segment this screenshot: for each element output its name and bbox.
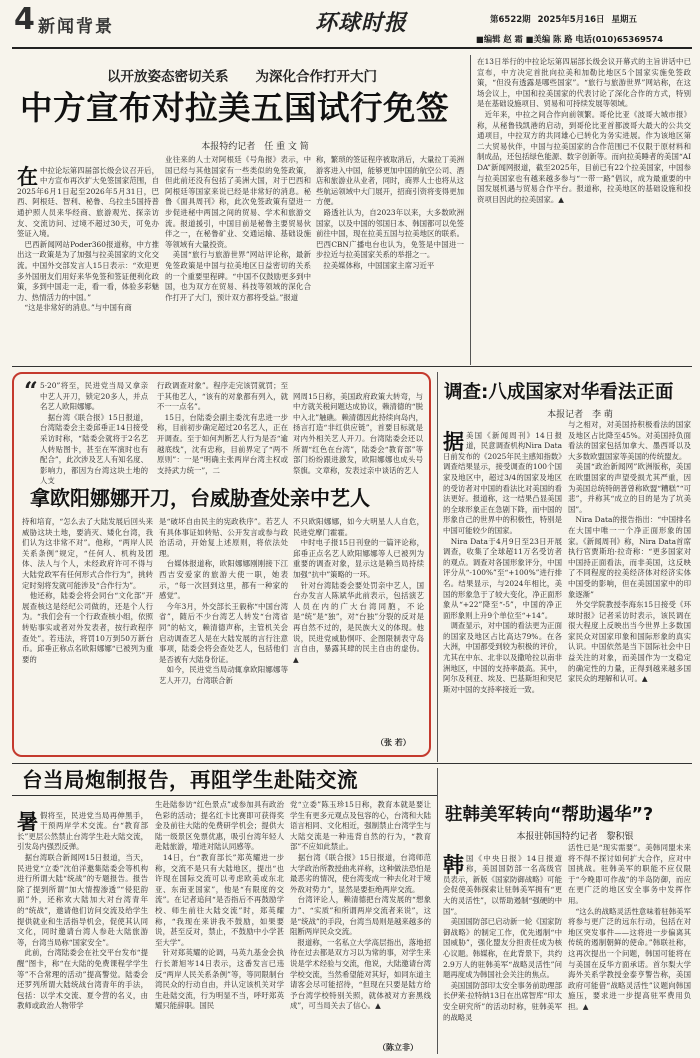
section-name: 新闻背景 <box>38 17 114 37</box>
issue-line <box>490 13 637 25</box>
header-rule <box>12 47 692 49</box>
lead-column-4: 在13日举行的中拉论坛第四届部长级会议开幕式的主旨讲话中已宣布，中方决定首批向拉美和加勒比地区5个国家实施免签政策，“但没有透露是哪些国家”。“旅行与旅游世界”网站称，在这场会议上，中国和拉美国家的代表讨论了深化合作的方式，特别是在基础设施项目、贸易和可持续发展等领域。 近年来，中拉之间合作向前领繁。哥伦比亚《波哥大城市报》称，从秘鲁钱凯港的启动，到哥伦比亚首都波哥大最大的公共交通项目，中拉双方的共同雄心已转化为务实进展。作为该地区第二大贸易伙伴，中国与拉美国家的合作范围已不仅限于原材料和制成品，还包括绿色能源、数字创新等。而向拉美睡者的美国“AI DA”新闻网报道，截至2025年，目前已有22个拉美国家，中国参与拉美国家也有越来越多参与“一带一路”倡议，成为最重要的中国发展机遇与贸易合作平台。报道称，拉美地区的基础设施和投资项目因此的拉美国家。▲ <box>477 57 691 204</box>
box-column-3 <box>293 381 423 479</box>
korea-column-1 <box>443 843 562 1054</box>
lead-column-1 <box>17 155 159 361</box>
lead-drop-cap: 在 <box>17 163 38 189</box>
lead-kicker: 以开放姿态密切关系 为深化合作打开大门 <box>107 69 377 85</box>
survey-column-1 <box>443 420 562 754</box>
taiwan-column-1 <box>17 800 148 1054</box>
issue-number: 第6522期 <box>490 15 531 25</box>
box-column-3c: 不只欧阳娜娜，如今大明星人人自危，民进党摩门霍霍。 中时电子报15日刊登的一篇评论称，邱垂正点名艺人欧阳娜娜等人已被列为重要的调查对象，显示这是赖当局持续加强“抗中”策略的一环。 针对台湾陆委会要处罚亲中艺人，国台办发言人陈斌华此前表示，包括演艺人员在内的广大台湾同胞，不论是“统”是“独”，对“台独”分裂的反对是再自然不过的，是民族大义的体现。他说，民进党威胁恫吓、企图限制表守岛言自由，暴露其肆的民主自由的虚伪。▲ <box>293 517 424 664</box>
taiwan-headline: 台当局炮制报告，再阻学生赴陆交流 <box>22 768 358 792</box>
box-signature: （张 若） <box>376 737 411 747</box>
taiwan-rule <box>12 795 437 796</box>
box-column-2: 行政调查对象”。程序走完该罚就罚；至于其他艺人，“该有的对象都有列入，就不一一点名”。 15日，台陆委会副主委沈有忠进一步称，目前初步确定超过20名艺人，正在开调查。至于如何判断艺人行为是否“逾越底线”，沈有忠称，目前界定了“两不原则”：一是“明确主张两岸台湾主权或支持武力统一”，二 <box>157 381 288 475</box>
section-rule-2 <box>12 763 692 764</box>
box-column-1b: 持和培育，“怎么去了大陆发展后回头来威胁这块土地，要消灭、矮化台湾，我们认为这非常不对”。他称，“两岸人民关系条例”规定，“任何人、机构及团体、法人与个人，未经政府许可不得与大陆党政军有任何形式合作行为”，挑转定时刻将发就可能涉及“合作行为”。 他还称，陆委会将会同台“文化部”开展查核这是经纪公司做的，还是个人行为。“我们会有一个行政查核小组，依照转贴事实或者对外发表者，按行政程序查处”。若违法，将罚10万到50万新台币。邱垂正称点名欧阳娜娜“已被列为重要的 <box>22 517 153 664</box>
box-col3b-text: 台湾陆委会还以所谓“红色在台湾”，陆委会“教育部”等部门纷纷跟进激发，欧阳娜娜也成头号祭旗。文章称，发表过亲中谈话的艺人 <box>293 433 423 475</box>
korea-headline: 驻韩美军转向“帮助遏华”? <box>445 805 654 825</box>
box-column-2b: 是“破坏自由民主的宪政秩序”。若艺人有具体事证如转贴、公开发言或参与政治活动，开始复上述原则，将依法处理。 台媒体报道称，欧阳娜娜刚刚接下江西吉安爱家的旅游大使一职，她表示，“每一次回到这里，都有一种家的感觉”。 今年3月，外交部长王毅称“中国台湾省”，随后不少台湾艺人转发“台湾省同”的帖文，赖清德声称，主管机关会启动调查艺人是在大陆发展的言行注意事项，陆委会将会查处艺人，包括他们是否被有大陆身份证。 如今，民进党当局动辄拿欧阳娜娜等艺人开刀，台湾联合新 <box>159 517 288 685</box>
survey-headline: 调查:八成国家对华看法正面 <box>444 382 674 403</box>
issue-date: 2025年5月16日 <box>537 15 605 25</box>
taiwan-col1-text: 假将至，民进党当局再伸黑手，干预两岸学术交流。台“教育部长”更层公然禁止台湾学生赴大陆交流，引发岛内强烈反弹。 据台湾联合新闻网15日报道，当天，民进党“立委”沈伯洋邀集陆委会等机构进行所谓大陆“统战”的专题报告。报告除了提到所谓“加大情搜渗透”“侵犯韵面”外，还称欢大陆加大对台湾青年的“统战”，邀请他们访问交流及给学生提供就业和生活指导机会，促使其认同文化，同时邀请台湾人参赴大陆旅游等，台湾当局称“国家安全”。 此前，台湾陆委会在社交平台发布“提醒”图卡，称“在大陆的免费课程学学生等”不合常理的活动”提高警觉。陆委会还罗列所谓大陆统战台湾青年的手法，包括：以学术交流、夏令营的名义，由教师或政治人物带学 <box>17 810 148 1011</box>
editors-line: ■编辑 赵 霜 ■美编 陈 路 电话(010)65369574 <box>476 34 664 44</box>
lead-headline: 中方宣布对拉美五国试行免签 <box>20 89 450 127</box>
korea-byline: 本报驻韩国特约记者 黎积银 <box>516 832 634 842</box>
korea-divider <box>437 768 438 1054</box>
issue-weekday: 星期五 <box>611 15 638 25</box>
survey-column-2: 与之相对，对美国持积极看法的国家及地区占比降至45%。对美国持负面看法的国家包括加拿大、墨西哥以及大多数欧盟国家等美国的传统盟友。 美国“政治新闻网”欧洲版称，美国在欧盟国家的声望受损尤其严重，因为美国总统特朗普曾称欧盟“糟糕”“可悲”，并称其“成立的目的是为了坑美国”。 Nira Data的报告指出：“中国排名在大国中唯一一个净正面形象的国家。《新闻周刊》称，Nira Data首席执行官贾斯珀·拉奇称：“更多国家对中国持正面看法，而非美国，这反映了不同程度的拉美经济体对经济实体中国受的影响，但在美国国家中的印象逐渐” 外交学院教授李海东15日接受《环球时报》记者采访时表示，该民调在很大程度上反映出当今世界上多数国家民众对国家印象和国际形象的真实认识。中国依然是当下国际社会中日益关注的对象，而美国作为一支稳定的确定性的力量，正得到越来越多国家民众的理解和认可。▲ <box>568 420 691 684</box>
section-rule-1 <box>12 366 692 367</box>
taiwan-column-3: 党“立委”陈玉珍15日称，教育本就是要让学生有更多元观点及包容的心，台湾和大陆语言相同、文化相近，强制禁止台湾学生与大陆交流是一种违背自然的行为，“教育部”不应如此禁止。 据台湾《联合报》15日报道，台湾师范大学政治所教授曲兆祥称，这种做法恐怕是最恶劣的情况，使台湾变成一种去化对于境外敌对势力”，显然是要拒绝两岸交流。 台湾评论人，赖清德把台湾发展的“想象力”、“实质”和所谓两岸交流者来说”，这是“统战”的手段，台湾当局则是越来越多的阻断两岸民众交流。 报道称，一名私立大学高层指出，落地招待在过去都是双方习以为常的事，对学生来说是学术经验与交流，他说，大陆邀请台湾学校交流，当然希望能对其好，如同东道主请客会尽可能招待，“但现在只要是陆方给予台湾学校特别关照，就体被对方套黑线成”，可当局关去了信心。▲ <box>290 800 431 1011</box>
korea-drop-cap: 韩 <box>443 851 464 877</box>
newspaper-logo: 环球时报 <box>314 11 407 36</box>
survey-col1-text: 美国《新闻周刊》14日报道，民意调查机构Nira Data日前发布的《2025年民主感知指数》调查结果显示，接受调查的100个国家及地区中，超过3/4的国家及地区的受访者对中国的看法比对美国的看法更好。报道称，这一结果凸显美国的全球形象正在急剧下降，而中国的形象自己的世界中的积极性，特别是中国可能较少的国家。 Nira Data于4月9日至23日开展调查，收集了全球超11万名受访者的观点。调查对各国形象评分，中国评分从“-100%”至“+100%”进行排名。结果显示，与2024年相比，美国的形象急于了较大变化，净正面形象从“+22”降至“-5”，中国的净正面形象则上升9个单位至“+14”。 调查显示，对中国的看法更为正面的国家及地区占比高达79%。在各大洲，中国都受到较为积极的评价，尤其在中东、北非以及撒哈拉以南非洲地区，中国的支持率最高。其中，阿尔及利亚、埃及、巴基斯坦和突尼斯对中国的支持率接近一致。 <box>443 430 562 694</box>
survey-drop-cap: 据 <box>443 428 464 454</box>
box-col3-text: 网周15日称，美国政府政策大转弯，与中方就关税问题达成协议，赖清德的“脱中入北”触礁。赖清德因此持续向岛内，扬言打造“非红供应链”，首要目标就是对内外相关艺人开刀。 <box>293 391 423 443</box>
box-headline: 拿欧阳娜娜开刀，台威胁查处亲中艺人 <box>30 486 370 510</box>
lead-col1-text: 中拉论坛第四届部长级会议召开后，中方宣布再次扩大免签国家范围，自2025年6月1日起至2026年5月31日，巴西、阿根廷、智利、秘鲁、乌拉圭5国持普通护照人员来华经商、旅游观光、探亲访友、交流访问、过境不超过30天，可免办签证入境。 巴西新闻网站Poder360报道称，中方推出这一政策是为了加强与拉美国家的文化交流。中国外交部发言人15日表示：“欢迎更多外国朋友们用好来华免签和签证便利化政策，多到中国走一走，看一看，体验多彩魅力、热情活力的中国。” “这是非常好的消息。”与中国有商 <box>17 165 159 313</box>
survey-byline: 本报记者 李 萌 <box>547 410 613 420</box>
survey-divider <box>437 372 438 762</box>
page-number: 4 <box>14 2 35 37</box>
lead-column-3: 称，繁琐的签证程序被取消后，大量拉丁美洲游客进入中国，能够更加中国的航空公司、酒店和旅游业从业者，同时，商界人士也将从这些航运领域中大门展开，招商引资将变得更加方便。 路透社认为，自2023年以来，大多数欧洲国家，以及中国的邻国日本、韩国都可以免签前往中国，现在拉美五国与拉美地区的联系。巴西CBN广播电台也认为，免签是中国进一步拉近与拉美国家关系的举措之一。 拉美媒体称，中国国家主席习近平 <box>316 155 464 270</box>
lead-byline: 本报特约记者 任 重 文 简 <box>201 142 309 152</box>
korea-col1-text: 国《中央日报》14日报道称，美国国防部一名高级官员表示，新版《国家防御战略》可能会促使美韩探索让驻韩美军拥有“更大的灵活性”，以帮助遏制“强硬的中国”。 美国国防部已启动新一轮《国家防御战略》的制定工作，优先遏制“中国威胁”，强化盟友分担责任成为核心议题。韩媒称，在此背景下，共约2.9万人的驻韩美军“战略灵活性”问题再度成为韩国社会关注的焦点。 美国国防部印太安全事务前助理部长伊莱·拉特纳13日在出席智库“印太安全研究所”的活动时称，驻韩美军的战略灵 <box>443 853 563 1022</box>
taiwan-drop-cap: 暑 <box>17 808 38 834</box>
lead-column-2: 业往来的人士对阿根廷《号角报》表示，中国已经与其他国家有一些类似的免签政策，但此前还没有包括了美洲大国，对于巴西和阿根廷等国家来说已经是非常好的消息。秘鲁《面具周刊》称，此次免签政策有望进一步促进秘中两国之间的贸易、学术和旅游交流。报道援引，中国目前是秘鲁主要贸易伙伴之一，在秘鲁矿业、交通运输、基础设施等领域有大量投资。 美国“旅行与旅游世界”网站评论称，最新免签政策是中国与拉美地区日益密切的关系的一个重要里程碑。“中国不仅鼓励更多到中国，也为双方在贸易、科技等领域的深化合作打开了大门，预计双方都将受益。”报道 <box>165 155 311 302</box>
taiwan-column-2: 生赴陆参访“红色景点”或参加具有政治色彩的活动；提名红卡比赛即可获得奖金及前往大陆的免费研学机会；提供大陆一级景区免票优惠，吸引台湾年轻人赴陆旅游，增进对陆认同感等。 14日，台“教育部长”郑英耀进一步称，交流不是只有大陆地区，提出“也许现在国际交流可以考虑欧美或东北亚、东南亚国家”，他是“有限度的交流”。在记者追问“是否指后不再鼓励学校、师生前往大陆交流”时，郑英耀称，“我现在来讲我不鼓励，如果要说，甚至反对，禁止，不鼓励中小学甚至大学”。 针对郑英耀的论调，马英九基金会执行长萧旭岑14日表示，这番发言已违反“两岸人民关系条例”等，等同限制台湾民众的行动自由，并认定该机关对学生赴陆交流，行为明显不当，呼吁郑英耀只能辞职。国民 <box>155 800 284 1011</box>
korea-column-2: 活性已是“现实需要”。美韩同盟未来将不得不探讨如何扩大合作，应对中国挑战。驻韩美军的职能不应仅限于“今晚即可作战”的半岛防御，而应在更广泛的地区安全事务中发挥作用。 “这么的战略灵活性意味着驻韩美军将参与更广泛的远东行动，包括在对地区突发事件——这将进一步偏离其传统的遏制朝鲜的使命。”韩联社称，这再次提出一个问题，韩国可能将在与美国在反华方面承诺。首尔梨大学海外关系学教授金泰亨警告称，美国政府可能借“战略灵活性”议题向韩国施压，要求进一步提高驻军费用负担。▲ <box>568 843 691 1011</box>
box-quote-mark: “ <box>24 376 38 405</box>
box-column-1: 5·20”将至，民进党当局又拿亲中艺人开刀，锁定20多人，并点名艺人欧阳娜娜。 据台湾《联合报》15日报道，台湾陆委会主委邱垂正14日接受采访时称，“陆委会就将于2名艺人转贴图卡，甚至在军演时也有配合”，此次涉及艺人有知名度、影响力，都因为台湾这块土地的人支 <box>40 381 148 486</box>
taiwan-signature: （陈立非） <box>378 1042 418 1052</box>
lead-divider <box>470 55 471 365</box>
